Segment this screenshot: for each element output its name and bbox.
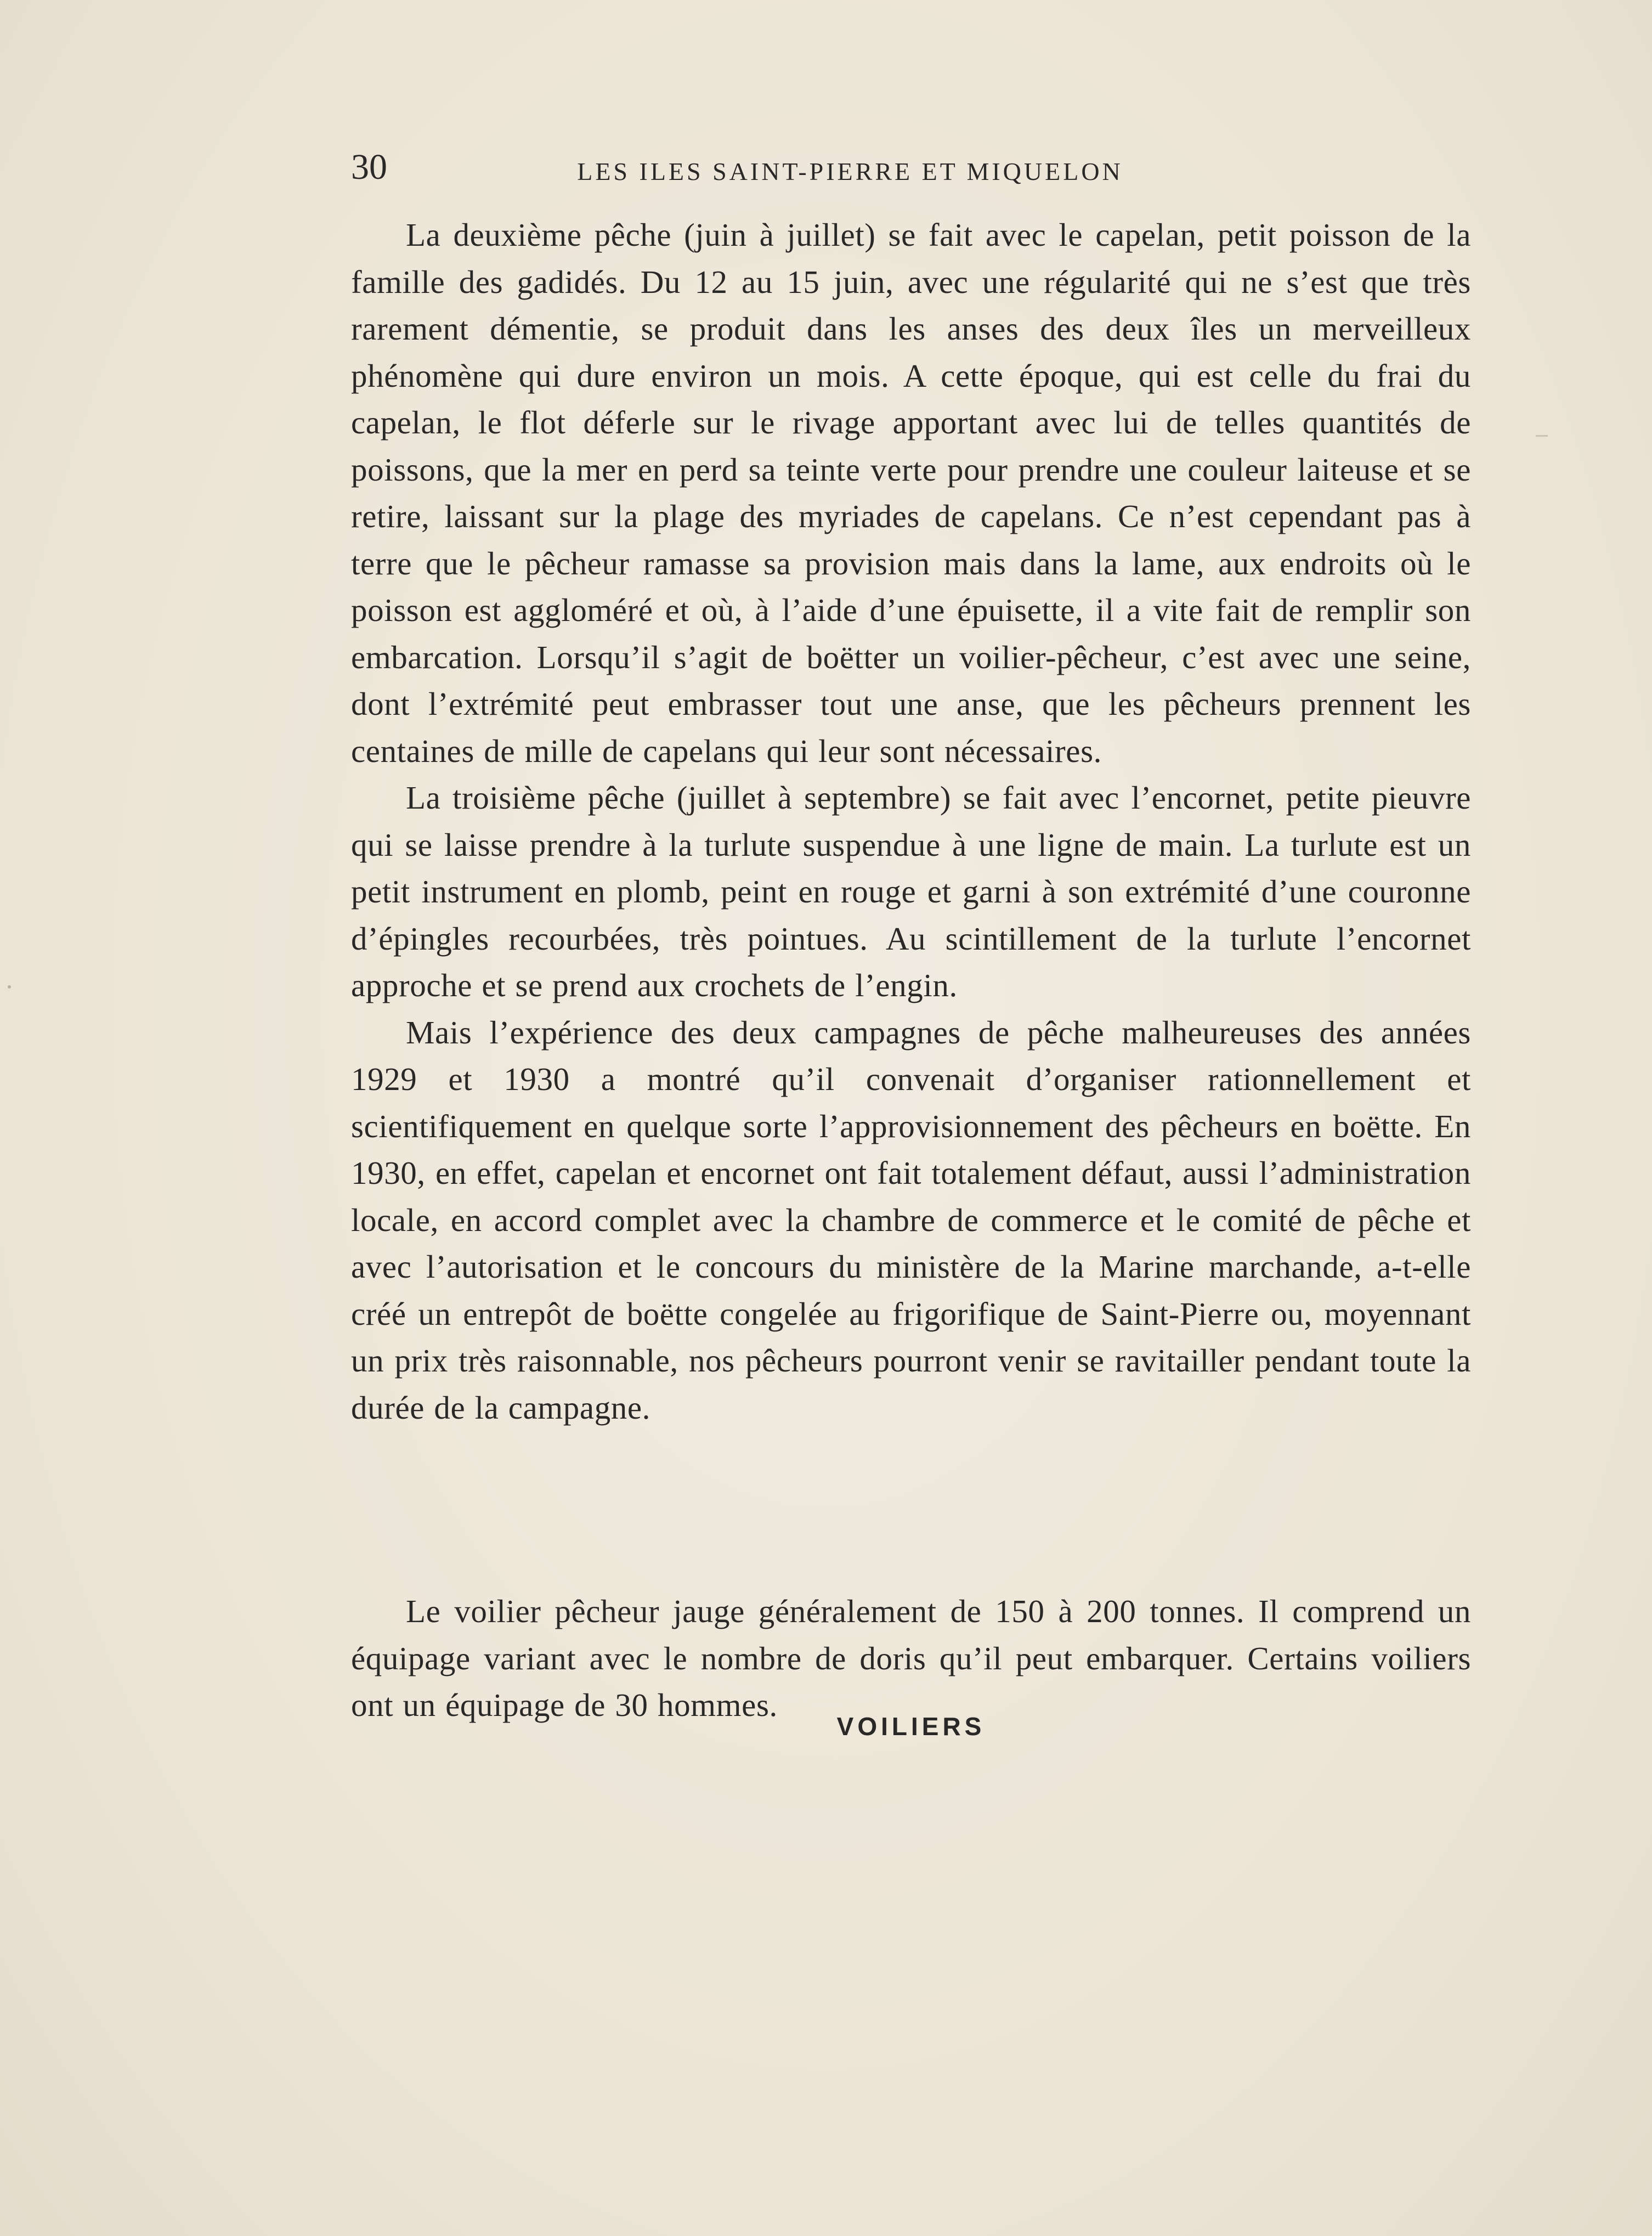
paper-speck bbox=[1536, 435, 1548, 437]
page-header bbox=[351, 143, 1294, 192]
paragraph-encornet: La troisième pêche (juillet à septembre) se fait avec l’encornet, petite pieuvre qui se laisse prendre à la turlute suspendue à une ligne de main. La turlute est un petit instrument en plomb, peint en rouge et garni à son extrémité d’une couronne d’épingles recourbées, très pointues. Au scintillement de la turlute l’encornet approche et se prend aux crochets de l’engin. bbox=[351, 780, 1471, 1003]
section-heading: VOILIERS bbox=[836, 1712, 986, 1741]
paper-speck bbox=[8, 985, 11, 989]
paragraph-voilier: Le voilier pêcheur jauge généralement de 150 à 200 tonnes. Il comprend un équipage variant avec le nombre de doris qu’il peut embarquer. Certains voiliers ont un équipage de 30 hommes. bbox=[351, 1593, 1471, 1723]
running-head: LES ILES SAINT-PIERRE ET MIQUELON bbox=[577, 157, 1123, 185]
main-text bbox=[351, 212, 1471, 1431]
paragraph-boette: Mais l’expérience des deux campagnes de pêche malheureuses des années 1929 et 1930 a montré qu’il convenait d’organiser rationnellement et scientifiquement en quelque sorte l’approvisionnement des pêcheurs en boëtte. En 1930, en effet, capelan et encornet ont fait totalement défaut, aussi l’administration locale, en accord complet avec la chambre de commerce et le comité de pêche et avec l’autorisation et le concours du ministère de la Marine marchande, a-t-elle créé un entrepôt de boëtte congelée au frigorifique de Saint-Pierre ou, moyennant un prix très raisonnable, nos pêcheurs pourront venir se ravitailler pendant toute la durée de la campagne. bbox=[351, 1014, 1471, 1426]
section-text bbox=[351, 1588, 1471, 1729]
paragraph-capelan: La deuxième pêche (juin à juillet) se fait avec le capelan, petit poisson de la famille des gadidés. Du 12 au 15 juin, avec une régularité qui ne s’est que très rarement démentie, se produit dans les anses des deux îles un merveilleux phénomène qui dure environ un mois. A cette époque, qui est celle du frai du capelan, le flot déferle sur le rivage apportant avec lui de telles quantités de poissons, que la mer en perd sa teinte verte pour prendre une couleur laiteuse et se retire, laissant sur la plage des myriades de capelans. Ce n’est cependant pas à terre que le pêcheur ramasse sa provision mais dans la lame, aux endroits où le poisson est aggloméré et où, à l’aide d’une épuisette, il a vite fait de remplir son embarcation. Lorsqu’il s’agit de boëtter un voilier-pêcheur, c’est avec une seine, dont l’extrémité peut embrasser tout une anse, que les pêcheurs prennent les centaines de mille de capelans qui leur sont nécessaires. bbox=[351, 217, 1471, 769]
page-number: 30 bbox=[351, 147, 387, 187]
